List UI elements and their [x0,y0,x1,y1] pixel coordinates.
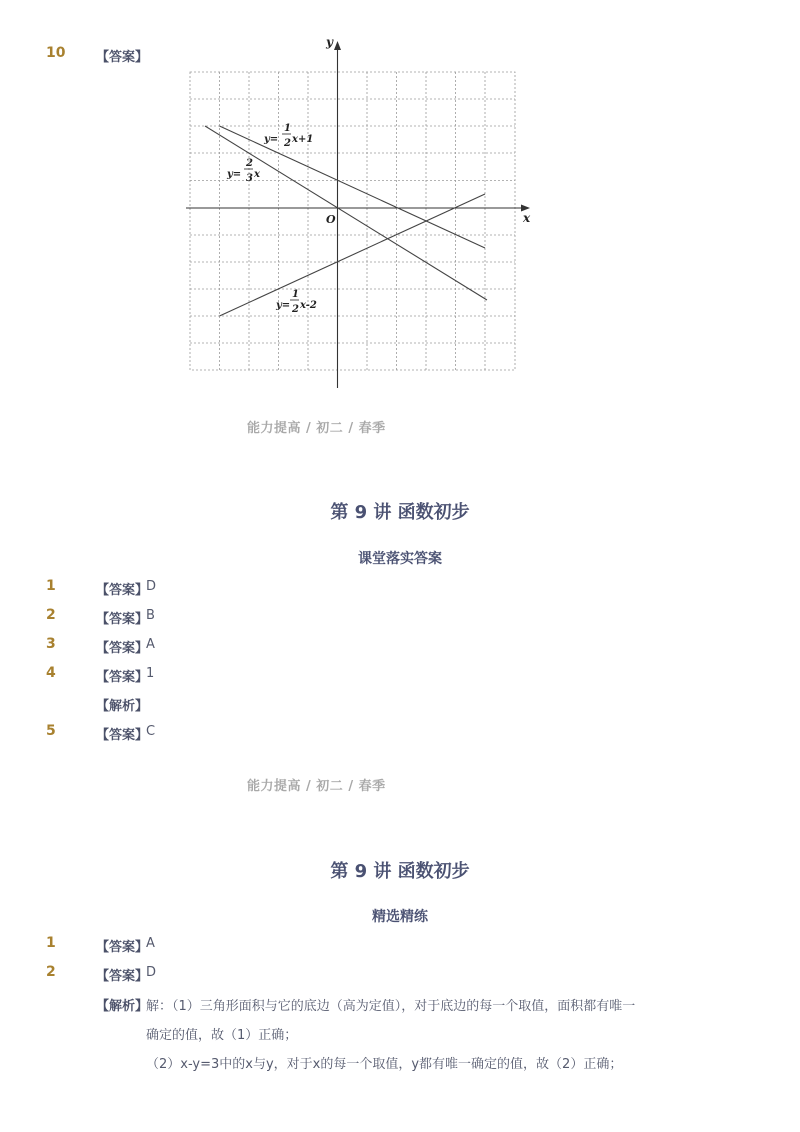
item-number: 1 [46,578,56,594]
answer-tag: 【答案】 [96,670,149,685]
answer-value: B [146,608,155,623]
section-subtitle: 课堂落实答案 [358,551,442,567]
answer-tag: 【答案】 [96,612,149,627]
x-axis-label: x [523,211,531,225]
page-footer: 能力提高 / 初二 / 春季 [247,421,386,436]
answer-value: D [146,579,157,594]
dashed-grid [190,72,515,370]
question-number: 10 [46,45,66,61]
answer-tag: 【答案】 [96,583,149,598]
section-title: 第 9 讲 函数初步 [330,861,470,882]
label-line1 [263,123,313,149]
svg-text:3: 3 [246,173,253,184]
svg-text:y=: y= [264,134,279,145]
analysis-line: （2）x-y=3中的x与y，对于x的每一个取值，y都有唯一确定的值，故（2）正确； [146,1057,623,1072]
svg-text:x-2: x-2 [300,300,317,311]
svg-text:y=: y= [227,169,242,180]
item-number: 2 [46,964,56,980]
coordinate-graph [180,30,540,395]
line-half-x-minus-2 [220,194,486,316]
answer-value: A [146,637,155,652]
answer-value: D [146,965,157,980]
svg-text:x+1: x+1 [292,134,314,145]
y-axis-arrow [334,41,341,50]
page-footer: 能力提高 / 初二 / 春季 [247,779,386,794]
analysis-tag: 【解析】 [96,999,149,1014]
answer-value: 1 [146,666,155,681]
analysis-line: 解：（1）三角形面积与它的底边（高为定值），对于底边的每一个取值，面积都有唯一 [146,999,636,1014]
origin-label: O [326,213,336,226]
item-number: 1 [46,935,56,951]
svg-text:y=: y= [276,300,291,311]
section-subtitle: 精选精练 [372,909,428,925]
svg-text:x: x [254,169,260,180]
svg-text:2: 2 [246,158,253,169]
item-number: 5 [46,723,56,739]
answer-value: C [146,724,156,739]
svg-text:2: 2 [292,304,299,315]
answer-value: A [146,936,155,951]
label-line3 [275,289,317,315]
answer-tag: 【答案】 [96,940,149,955]
answer-tag: 【答案】 [96,50,149,65]
svg-text:1: 1 [292,289,299,300]
line-half-x-plus-1 [220,126,486,248]
analysis-tag: 【解析】 [96,699,149,714]
answer-tag: 【答案】 [96,728,149,743]
item-number: 2 [46,607,56,623]
svg-text:2: 2 [284,138,291,149]
svg-text:1: 1 [284,123,291,134]
section-title: 第 9 讲 函数初步 [330,502,470,523]
item-number: 3 [46,636,56,652]
item-number: 4 [46,665,56,681]
answer-tag: 【答案】 [96,969,149,984]
analysis-line: 确定的值，故（1）正确； [146,1028,298,1043]
y-axis-label: y [326,35,333,49]
answer-tag: 【答案】 [96,641,149,656]
